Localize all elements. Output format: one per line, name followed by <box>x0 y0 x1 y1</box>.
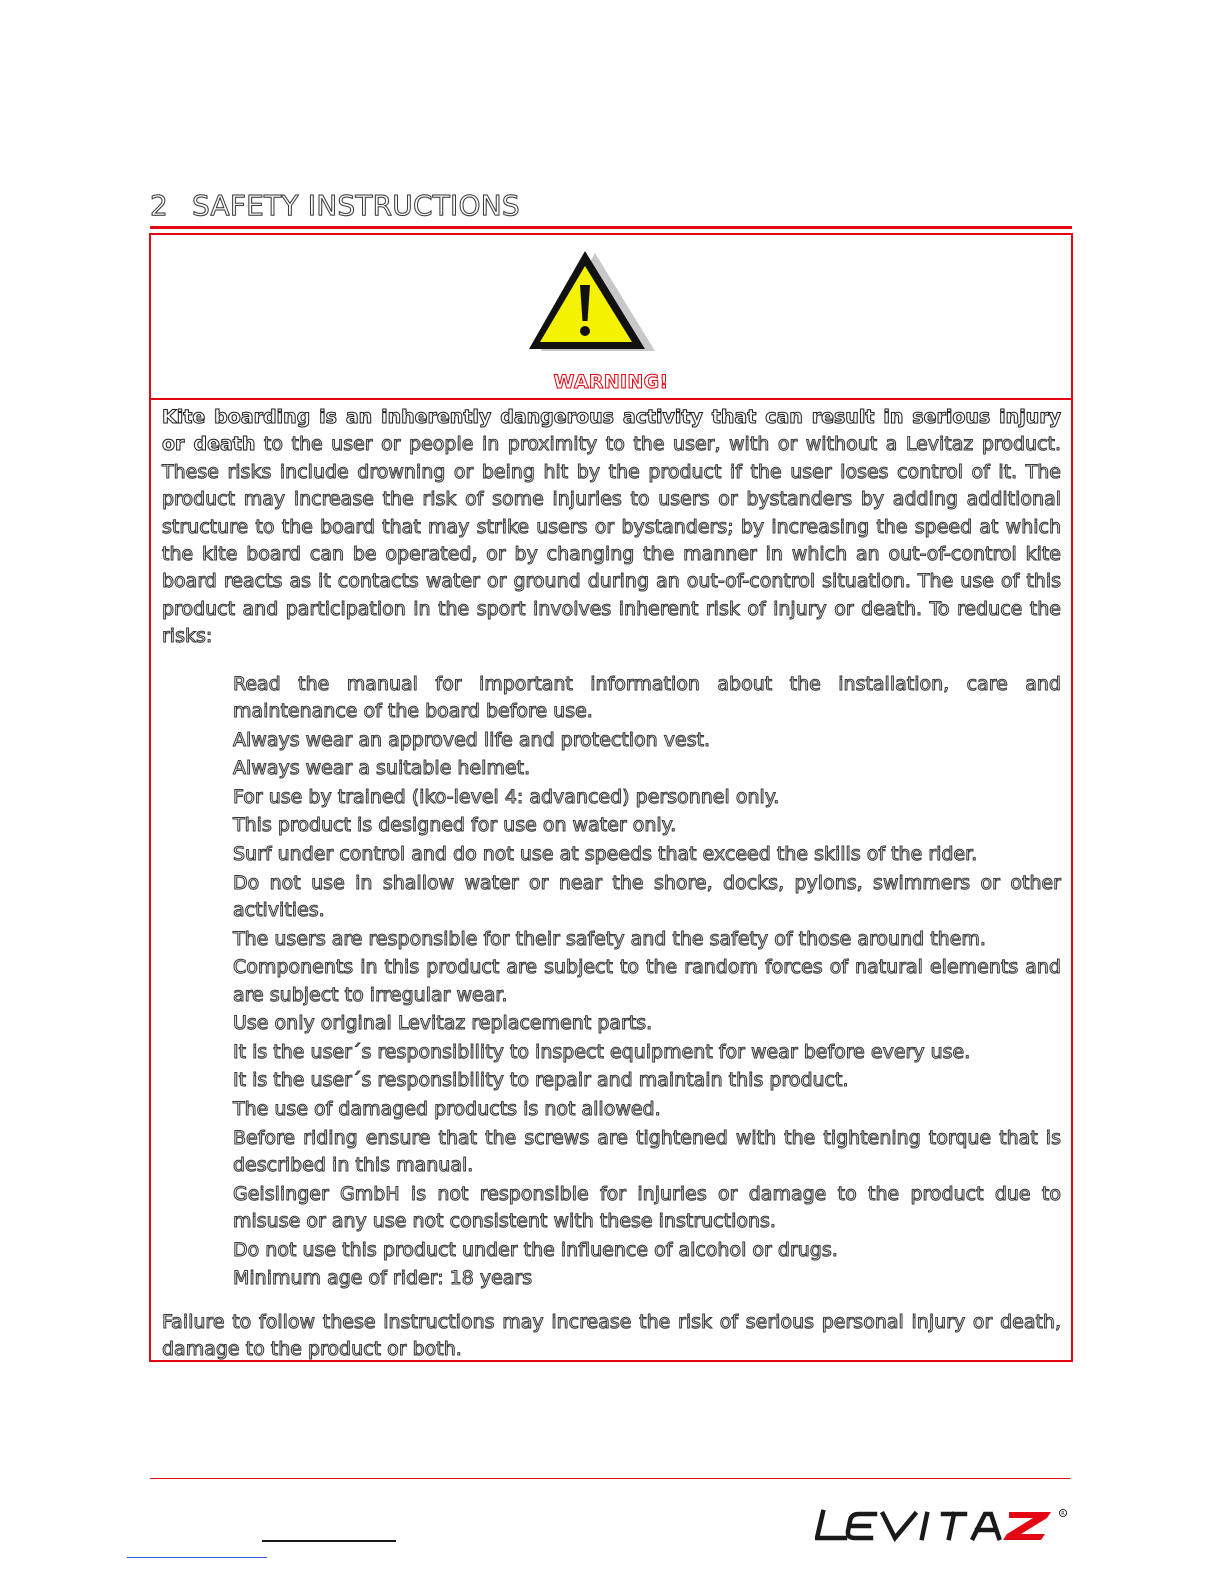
list-item: Surf under control and do not use at speeds that exceed the skills of the rider. <box>233 843 978 866</box>
list-item: It is the user´s responsibility to repair and maintain this product. <box>233 1069 849 1092</box>
warning-triangle-icon <box>527 249 657 353</box>
footer-divider <box>150 1478 1070 1479</box>
levitaz-logo <box>815 1508 1070 1542</box>
list-item: Read the manual for important information about the installation, care and maintenance of the board before use. <box>233 672 1061 723</box>
list-item: Components in this product are subject to the random forces of natural elements and are subject to irregular wear. <box>233 956 1061 1006</box>
warning-title: WARNING! <box>553 371 669 393</box>
warning-body <box>151 400 1071 1363</box>
warning-box <box>149 233 1073 1362</box>
list-item: Do not use in shallow water or near the shore, docks, pylons, swimmers or other activities. <box>233 871 1061 922</box>
safety-rules-list <box>162 671 1061 1293</box>
list-item: Use only original Levitaz replacement parts. <box>233 1012 653 1035</box>
list-item: For use by trained (iko-level 4: advanced) personnel only. <box>233 785 780 808</box>
list-item: Geislinger GmbH is not responsible for injuries or damage to the product due to misuse or any use not consistent with these instructions. <box>233 1182 1061 1232</box>
warning-intro-lead: Kite boarding is an inherently dangerous activity that can result in serious injury or death <box>162 406 1061 456</box>
list-item: The use of damaged products is not allowed. <box>233 1098 661 1120</box>
footer-link-underline <box>127 1557 267 1558</box>
warning-header <box>151 235 1071 400</box>
warning-intro-rest: to the user or people in proximity to the user, with or without a Levitaz product. These risks include drowning or being hit by the product if the user loses control of it. The product may increase the risk of some injuries to users or bystanders by adding additional structure to the board that may strike users or bystanders; by increasing the speed at which the kite board can be operated, or by changing the manner in which an out-of-control kite board reacts as it contacts water or ground during an out-of-control situation. The use of this product and participation in the sport involves inherent risk of injury or death. To reduce the risks: <box>162 433 1061 648</box>
section-heading <box>150 189 1072 229</box>
list-item: Minimum age of rider: 18 years <box>233 1267 533 1290</box>
section-number: 2 <box>150 188 169 222</box>
section-title: SAFETY INSTRUCTIONS <box>192 188 520 222</box>
list-item: It is the user´s responsibility to inspect equipment for wear before every use. <box>233 1040 971 1063</box>
warning-intro <box>162 404 1061 651</box>
svg-text:R: R <box>1061 1511 1065 1517</box>
list-item: Do not use this product under the influence of alcohol or drugs. <box>233 1238 838 1261</box>
list-item: The users are responsible for their safety and the safety of those around them. <box>233 927 986 950</box>
list-item: Always wear a suitable helmet. <box>233 757 531 780</box>
list-item: Before riding ensure that the screws are tightened with the tightening torque that is described in this manual. <box>233 1126 1061 1176</box>
list-item: This product is designed for use on water only. <box>233 814 677 837</box>
warning-closing: Failure to follow these instructions may increase the risk of serious personal injury or death, damage to the product or both. <box>162 1310 1061 1360</box>
list-item: Always wear an approved life and protection vest. <box>233 728 711 751</box>
footer-underline <box>262 1540 396 1542</box>
